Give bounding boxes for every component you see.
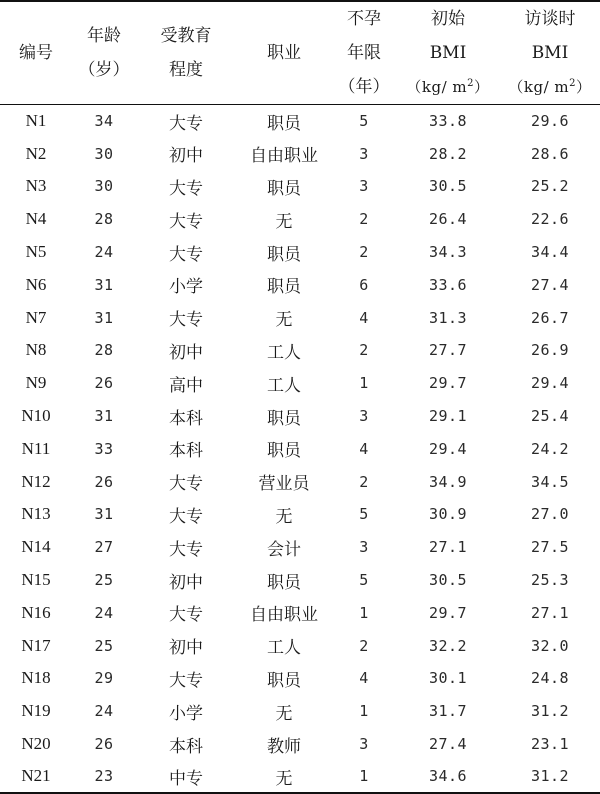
cell-id: N5 [25, 242, 47, 262]
cell-age: 25 [94, 636, 114, 655]
cell-interview-bmi: 27.5 [530, 538, 570, 557]
cell-id: N14 [21, 537, 51, 557]
cell-age: 26 [94, 735, 114, 754]
cell-infertility-years: 2 [359, 636, 369, 655]
cell-id: N12 [21, 471, 51, 491]
cell-infertility-years: 5 [359, 112, 369, 131]
header-age-line: （岁） [78, 60, 130, 80]
cell-occupation: 职员 [267, 670, 301, 691]
cell-initial-bmi: 34.6 [396, 760, 500, 793]
cell-education: 大专 [169, 310, 203, 331]
header-infertility-years [332, 1, 396, 105]
cell-age: 24 [94, 603, 114, 622]
table-row [0, 137, 600, 170]
table-row [0, 301, 600, 334]
cell-occupation: 职员 [267, 178, 301, 199]
cell-interview-bmi: 25.2 [530, 177, 570, 196]
cell-interview-bmi: 27.0 [530, 505, 570, 524]
header-interview-bmi-line: （kg/ $m^2$） [508, 78, 592, 96]
header-initial-bmi-line: 初始 [431, 9, 465, 29]
cell-interview-bmi: 31.2 [530, 702, 570, 721]
table-row [0, 334, 600, 367]
cell-age: 24 [94, 702, 114, 721]
table-row [0, 465, 600, 498]
header-education-line: 受教育 [160, 26, 212, 46]
cell-age: 24 [94, 243, 114, 262]
cell-education: 小学 [169, 277, 203, 298]
cell-occupation: 无 [236, 760, 332, 793]
cell-initial-bmi: 27.1 [428, 538, 468, 557]
cell-initial-bmi: 29.4 [428, 439, 468, 458]
cell-age: 26 [94, 472, 114, 491]
cell-initial-bmi: 27.4 [428, 735, 468, 754]
header-age [72, 1, 136, 105]
header-infertility-years-line: 不孕 [347, 9, 381, 29]
cell-initial-bmi: 30.5 [428, 177, 468, 196]
cell-id: N6 [25, 274, 47, 294]
cell-occupation: 无 [275, 703, 293, 724]
cell-interview-bmi: 24.8 [530, 669, 570, 688]
cell-infertility-years: 5 [359, 571, 369, 590]
cell-id: N16 [21, 602, 51, 622]
header-id [0, 1, 72, 105]
cell-occupation: 职员 [267, 244, 301, 265]
cell-occupation: 工人 [267, 638, 301, 659]
header-education [136, 1, 236, 105]
cell-initial-bmi: 29.7 [428, 603, 468, 622]
header-age-line: 年龄 [87, 26, 121, 46]
cell-id: N18 [21, 668, 51, 688]
cell-age: 31 [94, 505, 114, 524]
cell-id: N20 [21, 734, 51, 754]
table-row [0, 662, 600, 695]
cell-education: 中专 [136, 760, 236, 793]
cell-id: N7 [25, 307, 47, 327]
cell-id: N2 [25, 143, 47, 163]
cell-id: N3 [25, 176, 47, 196]
cell-id: N19 [21, 701, 51, 721]
cell-interview-bmi: 29.4 [530, 374, 570, 393]
cell-infertility-years: 1 [359, 374, 369, 393]
cell-age: 31 [94, 275, 114, 294]
cell-education: 本科 [169, 408, 203, 429]
cell-education: 本科 [169, 736, 203, 757]
cell-age: 30 [94, 144, 114, 163]
cell-infertility-years: 4 [359, 308, 369, 327]
cell-occupation: 营业员 [258, 474, 310, 495]
cell-infertility-years: 1 [359, 702, 369, 721]
table-row [0, 531, 600, 564]
cell-infertility-years: 6 [359, 275, 369, 294]
cell-initial-bmi: 26.4 [428, 210, 468, 229]
table-row [0, 432, 600, 465]
cell-infertility-years: 2 [359, 472, 369, 491]
cell-id: N15 [21, 570, 51, 590]
cell-interview-bmi: 26.7 [530, 308, 570, 327]
header-id-line: 编号 [19, 43, 53, 63]
cell-infertility-years: 1 [359, 603, 369, 622]
cell-interview-bmi: 24.2 [530, 439, 570, 458]
cell-occupation: 教师 [267, 736, 301, 757]
cell-age: 34 [94, 112, 114, 131]
cell-infertility-years: 2 [359, 210, 369, 229]
table-row [0, 728, 600, 761]
cell-education: 大专 [169, 539, 203, 560]
cell-interview-bmi: 32.0 [530, 636, 570, 655]
cell-initial-bmi: 30.5 [428, 571, 468, 590]
cell-interview-bmi: 25.3 [530, 571, 570, 590]
cell-interview-bmi: 27.4 [530, 275, 570, 294]
header-interview-bmi-line: BMI [531, 43, 569, 63]
cell-occupation: 自由职业 [250, 605, 318, 626]
header-interview-bmi-line: 访谈时 [524, 9, 576, 29]
cell-infertility-years: 4 [359, 439, 369, 458]
cell-initial-bmi: 34.9 [428, 472, 468, 491]
cell-id: N4 [25, 209, 47, 229]
header-initial-bmi-line: BMI [429, 43, 467, 63]
cell-interview-bmi: 27.1 [530, 603, 570, 622]
cell-infertility-years: 3 [359, 407, 369, 426]
cell-infertility-years: 3 [359, 177, 369, 196]
table-row [0, 695, 600, 728]
header-initial-bmi [396, 1, 500, 105]
cell-education: 大专 [169, 113, 203, 134]
cell-initial-bmi: 31.7 [428, 702, 468, 721]
cell-interview-bmi: 34.5 [530, 472, 570, 491]
cell-initial-bmi: 31.3 [428, 308, 468, 327]
cell-interview-bmi: 23.1 [530, 735, 570, 754]
table-header [0, 1, 600, 105]
cell-id: N13 [21, 504, 51, 524]
cell-education: 初中 [169, 638, 203, 659]
cell-occupation: 无 [275, 211, 293, 232]
table-row [0, 268, 600, 301]
cell-interview-bmi: 22.6 [530, 210, 570, 229]
table-row [0, 760, 600, 793]
cell-initial-bmi: 30.1 [428, 669, 468, 688]
table-row [0, 596, 600, 629]
cell-occupation: 职员 [267, 408, 301, 429]
cell-id: N10 [21, 406, 51, 426]
header-infertility-years-line: （年） [338, 77, 390, 97]
cell-age: 30 [94, 177, 114, 196]
header-infertility-years-line: 年限 [347, 43, 381, 63]
header-occupation-line: 职业 [267, 43, 301, 63]
cell-infertility-years: 2 [359, 341, 369, 360]
cell-interview-bmi: 29.6 [530, 112, 570, 131]
cell-education: 大专 [169, 178, 203, 199]
cell-initial-bmi: 30.9 [428, 505, 468, 524]
table-body [0, 105, 600, 794]
cell-initial-bmi: 28.2 [428, 144, 468, 163]
cell-education: 初中 [169, 342, 203, 363]
cell-age: 31 [94, 407, 114, 426]
table-row [0, 367, 600, 400]
cell-infertility-years: 2 [359, 243, 369, 262]
cell-infertility-years: 3 [359, 538, 369, 557]
cell-infertility-years: 5 [359, 505, 369, 524]
cell-occupation: 职员 [267, 572, 301, 593]
cell-age: 33 [94, 439, 114, 458]
cell-education: 大专 [169, 474, 203, 495]
cell-education: 高中 [169, 375, 203, 396]
cell-education: 大专 [169, 506, 203, 527]
cell-initial-bmi: 27.7 [428, 341, 468, 360]
cell-initial-bmi: 32.2 [428, 636, 468, 655]
header-occupation [236, 1, 332, 105]
table-row [0, 498, 600, 531]
cell-initial-bmi: 29.1 [428, 407, 468, 426]
cell-occupation: 自由职业 [250, 146, 318, 167]
cell-occupation: 职员 [267, 441, 301, 462]
cell-occupation: 工人 [267, 342, 301, 363]
table-row [0, 236, 600, 269]
cell-id: N11 [21, 438, 51, 458]
table-row [0, 629, 600, 662]
cell-initial-bmi: 33.8 [428, 112, 468, 131]
cell-infertility-years: 1 [332, 760, 396, 793]
cell-id: N21 [0, 760, 72, 793]
cell-occupation: 职员 [267, 113, 301, 134]
cell-initial-bmi: 34.3 [428, 243, 468, 262]
cell-id: N17 [21, 635, 51, 655]
cell-age: 28 [94, 341, 114, 360]
cell-age: 28 [94, 210, 114, 229]
header-interview-bmi [500, 1, 600, 105]
cell-id: N9 [25, 373, 47, 393]
table-row [0, 203, 600, 236]
cell-initial-bmi: 29.7 [428, 374, 468, 393]
table-row [0, 105, 600, 138]
cell-interview-bmi: 31.2 [500, 760, 600, 793]
cell-initial-bmi: 33.6 [428, 275, 468, 294]
cell-infertility-years: 3 [359, 144, 369, 163]
cell-id: N8 [25, 340, 47, 360]
cell-interview-bmi: 34.4 [530, 243, 570, 262]
cell-education: 大专 [169, 605, 203, 626]
cell-education: 本科 [169, 441, 203, 462]
header-education-line: 程度 [169, 60, 203, 80]
table-row [0, 400, 600, 433]
cell-education: 小学 [169, 703, 203, 724]
cell-age: 29 [94, 669, 114, 688]
cell-education: 初中 [169, 146, 203, 167]
cell-interview-bmi: 25.4 [530, 407, 570, 426]
cell-interview-bmi: 26.9 [530, 341, 570, 360]
cell-occupation: 工人 [267, 375, 301, 396]
header-row [0, 1, 600, 105]
table-row [0, 170, 600, 203]
cell-age: 31 [94, 308, 114, 327]
cell-occupation: 无 [275, 506, 293, 527]
cell-infertility-years: 4 [359, 669, 369, 688]
header-initial-bmi-line: （kg/ $m^2$） [406, 78, 490, 96]
cell-age: 23 [72, 760, 136, 793]
cell-occupation: 无 [275, 310, 293, 331]
cell-interview-bmi: 28.6 [530, 144, 570, 163]
cell-education: 大专 [169, 211, 203, 232]
cell-age: 26 [94, 374, 114, 393]
cell-age: 27 [94, 538, 114, 557]
cell-age: 25 [94, 571, 114, 590]
cell-education: 初中 [169, 572, 203, 593]
cell-education: 大专 [169, 670, 203, 691]
cell-infertility-years: 3 [359, 735, 369, 754]
cell-occupation: 会计 [267, 539, 301, 560]
cell-id: N1 [25, 111, 47, 131]
table-row [0, 564, 600, 597]
cell-occupation: 职员 [267, 277, 301, 298]
cell-education: 大专 [169, 244, 203, 265]
